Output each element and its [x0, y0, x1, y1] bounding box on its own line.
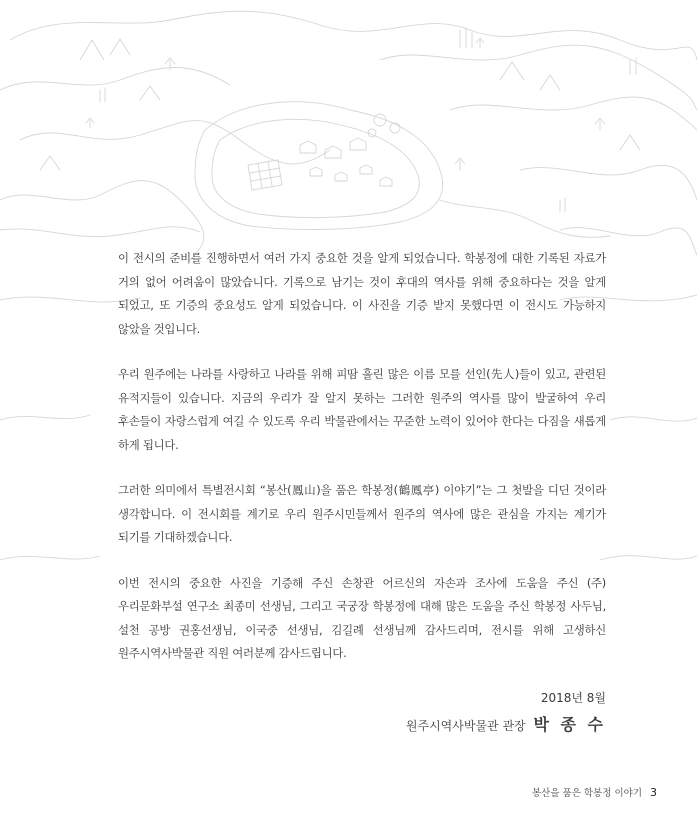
- paragraph-2: 우리 원주에는 나라를 사랑하고 나라를 위해 피땀 흘린 많은 이름 모를 선인(先人)들이 있고, 관련된 유적지들이 있습니다. 지금의 우리가 잘 알지 못하는 그러한 원주의 역사를 많이 발굴하여 우리 후손들이 자랑스럽게 여길 수 있도록 우리 박물관에서는 꾸준한 노력이 있어야 한다는 다짐을 새롭게 하게 됩니다.: [118, 367, 606, 452]
- page-number: 3: [650, 786, 657, 799]
- signature-title: 원주시역사박물관 관장: [405, 718, 526, 733]
- paragraph-4: 이번 전시의 중요한 사진을 기증해 주신 손창관 어르신의 자손과 조사에 도움을 주신 (주)우리문화부설 연구소 최종미 선생님, 그리고 국궁장 학봉정에 대해 많은 도움을 주신 학봉정 사두님, 설천 공방 권홍선생님, 이국중 선생님, 김길례 선생님께 감사드리며, 전시를 위해 고생하신 원주시역사박물관 직원 여러분께 감사드립니다.: [118, 575, 606, 660]
- page-footer: [532, 785, 657, 799]
- signature-name: 박 종 수: [533, 714, 606, 734]
- letter-date: 2018년 8월: [540, 690, 606, 705]
- paragraph-3: 그러한 의미에서 특별전시회 “봉산(鳳山)을 품은 학봉정(鶴鳳亭) 이야기”는 그 첫발을 디딘 것이라 생각합니다. 이 전시회를 계기로 우리 원주시민들께서 원주의 역사에 많은 관심을 가지는 계기가 되기를 기대하겠습니다.: [118, 483, 606, 544]
- letter-body: [118, 247, 606, 737]
- paragraph-1: 이 전시의 준비를 진행하면서 여러 가지 중요한 것을 알게 되었습니다. 학봉정에 대한 기록된 자료가 거의 없어 어려움이 많았습니다. 기록으로 남기는 것이 후대의 역사를 위해 중요하다는 것을 알게 되었고, 또 기증의 중요성도 알게 되었습니다. 이 사진을 기증 받지 못했다면 이 전시도 가능하지 않았을 것입니다.: [118, 251, 606, 336]
- footer-title: 봉산을 품은 학봉정 이야기: [531, 788, 642, 799]
- signature-block: [118, 714, 606, 737]
